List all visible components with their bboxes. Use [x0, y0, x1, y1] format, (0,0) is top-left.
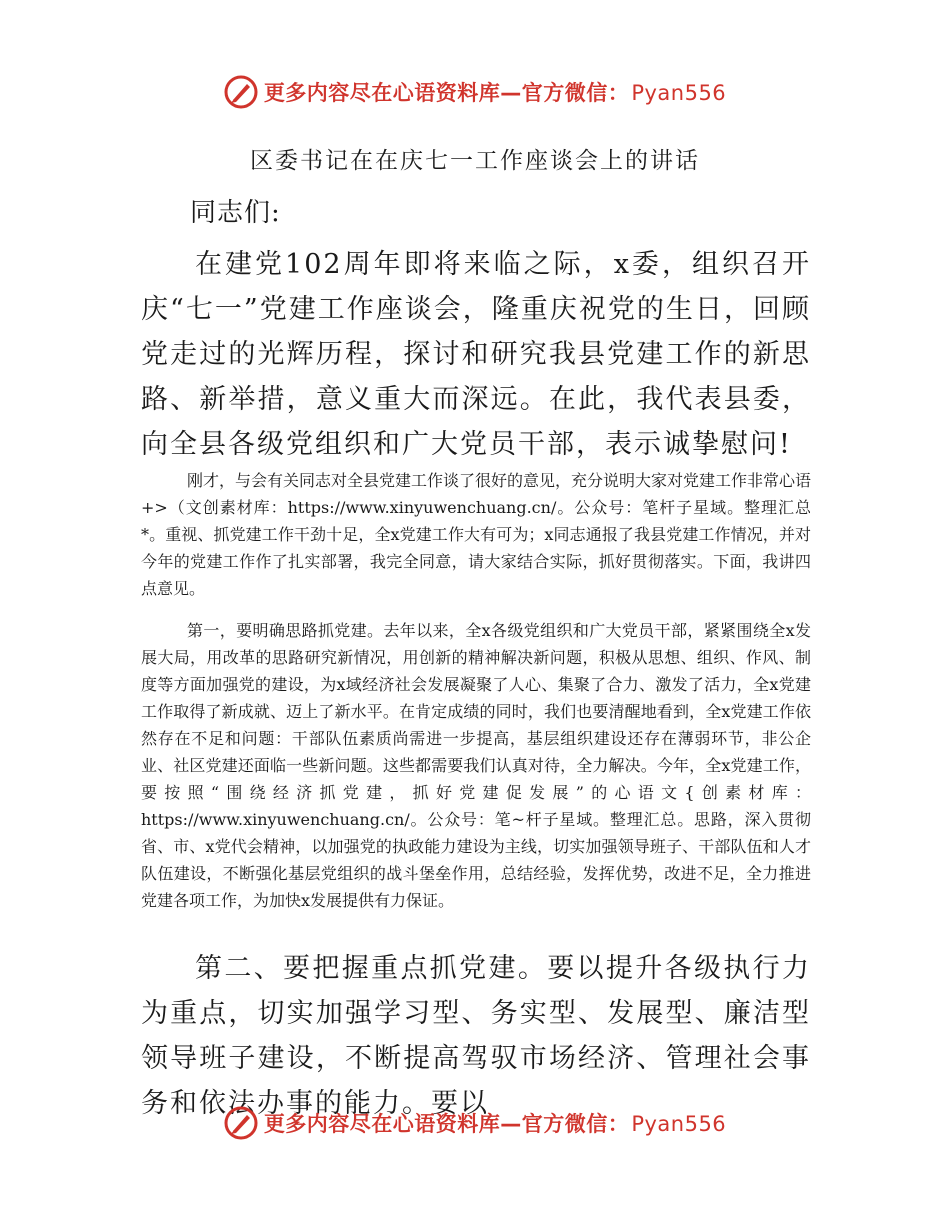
- watermark-text: 更多内容尽在心语资料库—官方微信：Pyan556: [263, 1112, 727, 1136]
- paragraph-point-two: 第二、要把握重点抓党建。要以提升各级执行力为重点，切实加强学习型、务实型、发展型、廉洁型领导班子建设，不断提高驾驭市场经济、管理社会事务和依法办事的能力。要以: [141, 953, 811, 1119]
- watermark-text: 更多内容尽在心语资料库—官方微信：Pyan556: [263, 81, 727, 105]
- paragraph-point-one: 第一，要明确思路抓党建。去年以来，全x各级党组织和广大党员干部，紧紧围绕全x发展大局，用改革的思路研究新情况，用创新的精神解决新问题，积极从思想、组织、作风、制度等方面加强党的建设，为x域经济社会发展凝聚了人心、集聚了合力、激发了活力，全x党建工作取得了新成就、迈上了新水平。在肯定成绩的同时，我们也要清醒地看到，全x党建工作依然存在不足和问题：干部队伍素质尚需进一步提高，基层组织建设还存在薄弱环节，非公企业、社区党建还面临一些新问题。这些都需要我们认真对待，全力解决。今年，全x党建工作，要按照“围绕经济抓党建，抓好党建促发展”的心语文{创素材库：https://www.xinyuwenchuang.cn/。公众号：笔~杆子星域。整理汇总。思路，深入贯彻省、市、x党代会精神，以加强党的执政能力建设为主线，切实加强领导班子、干部队伍和人才队伍建设，不断强化基层党组织的战斗堡垒作用，总结经验，发挥优势，改进不足，全力推进党建各项工作，为加快x发展提供有力保证。: [141, 621, 811, 910]
- quill-logo-icon: [224, 1106, 258, 1140]
- watermark-banner-bottom: [0, 1103, 950, 1143]
- watermark-banner-top: [0, 72, 950, 112]
- document-title: 区委书记在在庆七一工作座谈会上的讲话: [250, 148, 700, 174]
- paragraph-intro: 在建党102周年即将来临之际，x委，组织召开庆“七一”党建工作座谈会，隆重庆祝党的生日，回顾党走过的光辉历程，探讨和研究我县党建工作的新思路、新举措，意义重大而深远。在此，我代表县委，向全县各级党组织和广大党员干部，表示诚挚慰问!: [141, 249, 811, 460]
- quill-logo-icon: [224, 75, 258, 109]
- paragraph-comments: 刚才，与会有关同志对全县党建工作谈了很好的意见，充分说明大家对党建工作非常心语+>（文创素材库：https://www.xinyuwenchuang.cn/。公众号：笔杆子星域。整理汇总*。重视、抓党建工作干劲十足，全x党建工作大有可为；x同志通报了我县党建工作情况，并对今年的党建工作作了扎实部署，我完全同意，请大家结合实际，抓好贯彻落实。下面，我讲四点意见。: [141, 471, 812, 598]
- salutation: 同志们:: [190, 198, 281, 228]
